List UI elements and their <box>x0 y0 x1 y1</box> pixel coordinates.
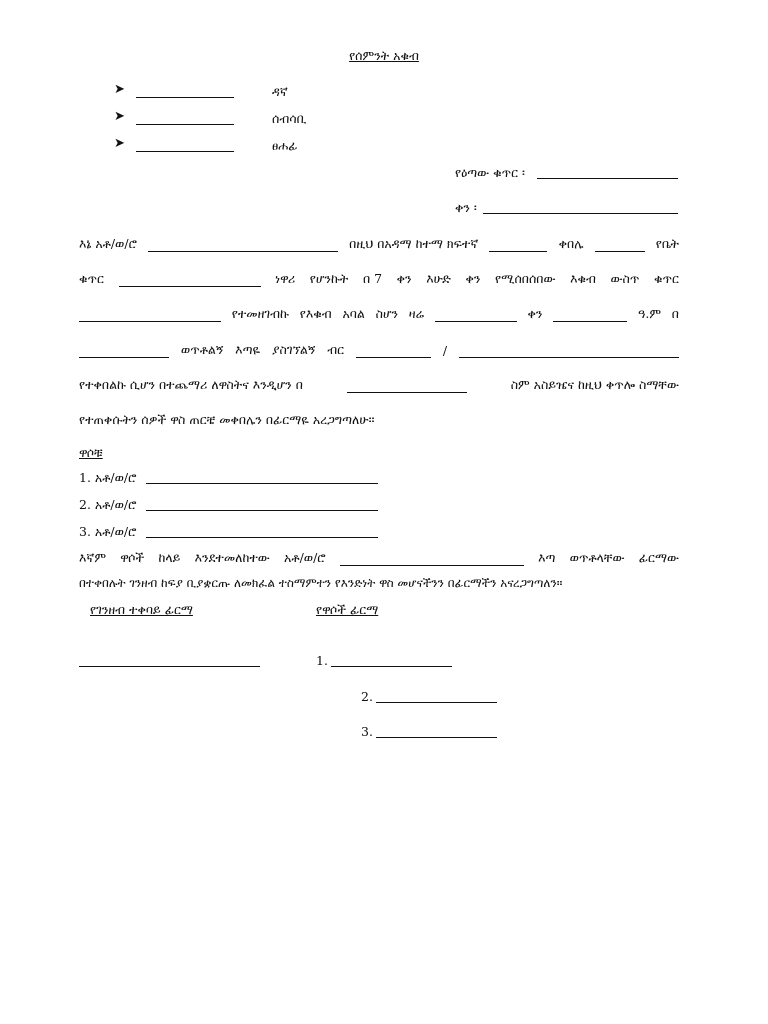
para-text: እሁድ <box>426 271 451 286</box>
kebele-field[interactable] <box>595 239 645 252</box>
subcity-field[interactable] <box>489 239 547 252</box>
para-text: ቀበሌ <box>558 236 584 251</box>
receiver-signature-label: የገንዘብ ተቀባይ ፊርማ <box>90 602 193 617</box>
para-text: የቤት <box>655 236 679 251</box>
paragraph-line-2 <box>79 271 679 287</box>
para-text: / <box>442 343 448 358</box>
para-text: ነዋሪ <box>275 271 296 286</box>
paragraph-line-6: የተጠቀሱትን ሰዎች ዋስ ጠርቼ መቀበሌን በፊርማዬ አረጋግጣለሁ። <box>79 412 375 427</box>
para-text: ቀን <box>465 271 481 286</box>
closing-line-1 <box>79 550 679 566</box>
amount-words-field[interactable] <box>459 345 679 358</box>
para-text: ቁጥር <box>653 271 679 286</box>
guarantor-signature-number-1: 1. <box>316 653 328 668</box>
checklist-label-judge: ዳኛ <box>272 84 288 99</box>
receipt-number-field[interactable] <box>537 178 678 179</box>
paragraph-line-4 <box>79 342 679 358</box>
guarantors-heading: ዋሶቹ <box>79 445 103 460</box>
guarantors-signature-label: የዋሶች ፊርማ <box>316 602 379 617</box>
para-text: ቁጥር <box>79 271 104 286</box>
name-field[interactable] <box>148 239 338 252</box>
guarantor-signature-number-3: 3. <box>361 724 373 739</box>
guarantor-signature-field-3[interactable] <box>376 737 497 738</box>
receipt-number-label: የዕጣው ቁጥር ፡ <box>455 165 525 180</box>
guarantor-signature-number-2: 2. <box>361 689 373 704</box>
closing-line-2: በተቀበሉት ገንዘብ ከፍያ ቢያቋርጡ ለመክፈል ተስማምተን የእንድነት ዋስ መሆናችንን በፊርማችን አናረጋግጣለን። <box>79 576 563 590</box>
para-text: የሆንኩት <box>309 271 349 286</box>
paragraph-line-1 <box>79 236 679 252</box>
para-text: የተቀበልኩ ሲሆን በተጨማሪ ለዋስትና እንዲሆን በ <box>79 377 303 392</box>
closing-text: ከላይ <box>158 550 181 565</box>
para-text: ያስገኘልኝ <box>272 342 316 357</box>
closing-text: እንደተመለከተው <box>194 550 270 565</box>
member-number-field[interactable] <box>79 309 221 322</box>
paragraph-line-3 <box>79 306 679 322</box>
para-text: በ <box>671 306 679 321</box>
paragraph-line-5 <box>79 377 679 393</box>
collateral-field[interactable] <box>347 380 467 393</box>
committee-blank-2[interactable] <box>136 124 234 125</box>
para-text: እቁብ <box>570 271 596 286</box>
closing-text: እኛም <box>79 550 107 565</box>
para-text: ቀን <box>396 271 412 286</box>
committee-blank-1[interactable] <box>136 97 234 98</box>
day-field[interactable] <box>435 309 517 322</box>
guarantor-name-field-3[interactable] <box>146 537 378 538</box>
guarantor-signature-field-2[interactable] <box>376 702 497 703</box>
committee-blank-3[interactable] <box>136 151 234 152</box>
para-text: ውስጥ <box>610 271 640 286</box>
closing-text: ዋሶች <box>120 550 145 565</box>
para-text: ዓ.ም <box>637 306 662 321</box>
guarantor-label-2: 2. አቶ/ወ/ሮ <box>79 497 137 512</box>
para-text: ስም አስይዤና ከዚህ ቀጥሎ ስማቸው <box>510 377 679 392</box>
checklist-label-chair: ሰብሳቢ <box>272 111 307 126</box>
para-text: የተመዘገብኩ <box>231 306 289 321</box>
para-text: በ 7 <box>362 271 383 286</box>
para-text: ስሆን <box>375 306 399 321</box>
closing-text: ፊርማው <box>638 550 679 565</box>
date-field[interactable] <box>483 213 678 214</box>
house-number-field[interactable] <box>119 274 261 287</box>
para-text: ብር <box>327 342 345 357</box>
year-field[interactable] <box>79 345 169 358</box>
date-label: ቀን ፡ <box>455 200 477 215</box>
winner-name-field[interactable] <box>340 553 524 566</box>
arrowhead-bullet-icon: ➤ <box>114 136 125 151</box>
guarantor-signature-field-1[interactable] <box>331 666 452 667</box>
para-text: የእቁብ <box>299 306 332 321</box>
form-title: የሰምንት አቁብ <box>349 48 419 63</box>
para-text: ቀን <box>527 306 543 321</box>
closing-text: ወጥቶላቸው <box>569 550 625 565</box>
checklist-label-secretary: ፀሐፊ <box>272 138 298 153</box>
month-field[interactable] <box>553 309 627 322</box>
para-text: አባል <box>342 306 365 321</box>
para-text: እኔ አቶ/ወ/ሮ <box>79 236 137 251</box>
closing-text: አቶ/ወ/ሮ <box>284 550 326 565</box>
para-text: የሚሰበሰበው <box>495 271 556 286</box>
arrowhead-bullet-icon: ➤ <box>114 109 125 124</box>
guarantor-label-3: 3. አቶ/ወ/ሮ <box>79 524 137 539</box>
guarantor-name-field-1[interactable] <box>146 483 378 484</box>
guarantor-label-1: 1. አቶ/ወ/ሮ <box>79 470 137 485</box>
para-text: በዚህ በአዳማ ከተማ ክፍተኛ <box>349 236 479 251</box>
closing-text: እጣ <box>538 550 556 565</box>
para-text: እጣዬ <box>235 342 261 357</box>
receiver-signature-field[interactable] <box>79 666 260 667</box>
para-text: ዛሬ <box>408 306 425 321</box>
guarantor-name-field-2[interactable] <box>146 510 378 511</box>
arrowhead-bullet-icon: ➤ <box>114 82 125 97</box>
para-text: ወጥቶልኝ <box>180 342 224 357</box>
amount-number-field[interactable] <box>356 345 431 358</box>
